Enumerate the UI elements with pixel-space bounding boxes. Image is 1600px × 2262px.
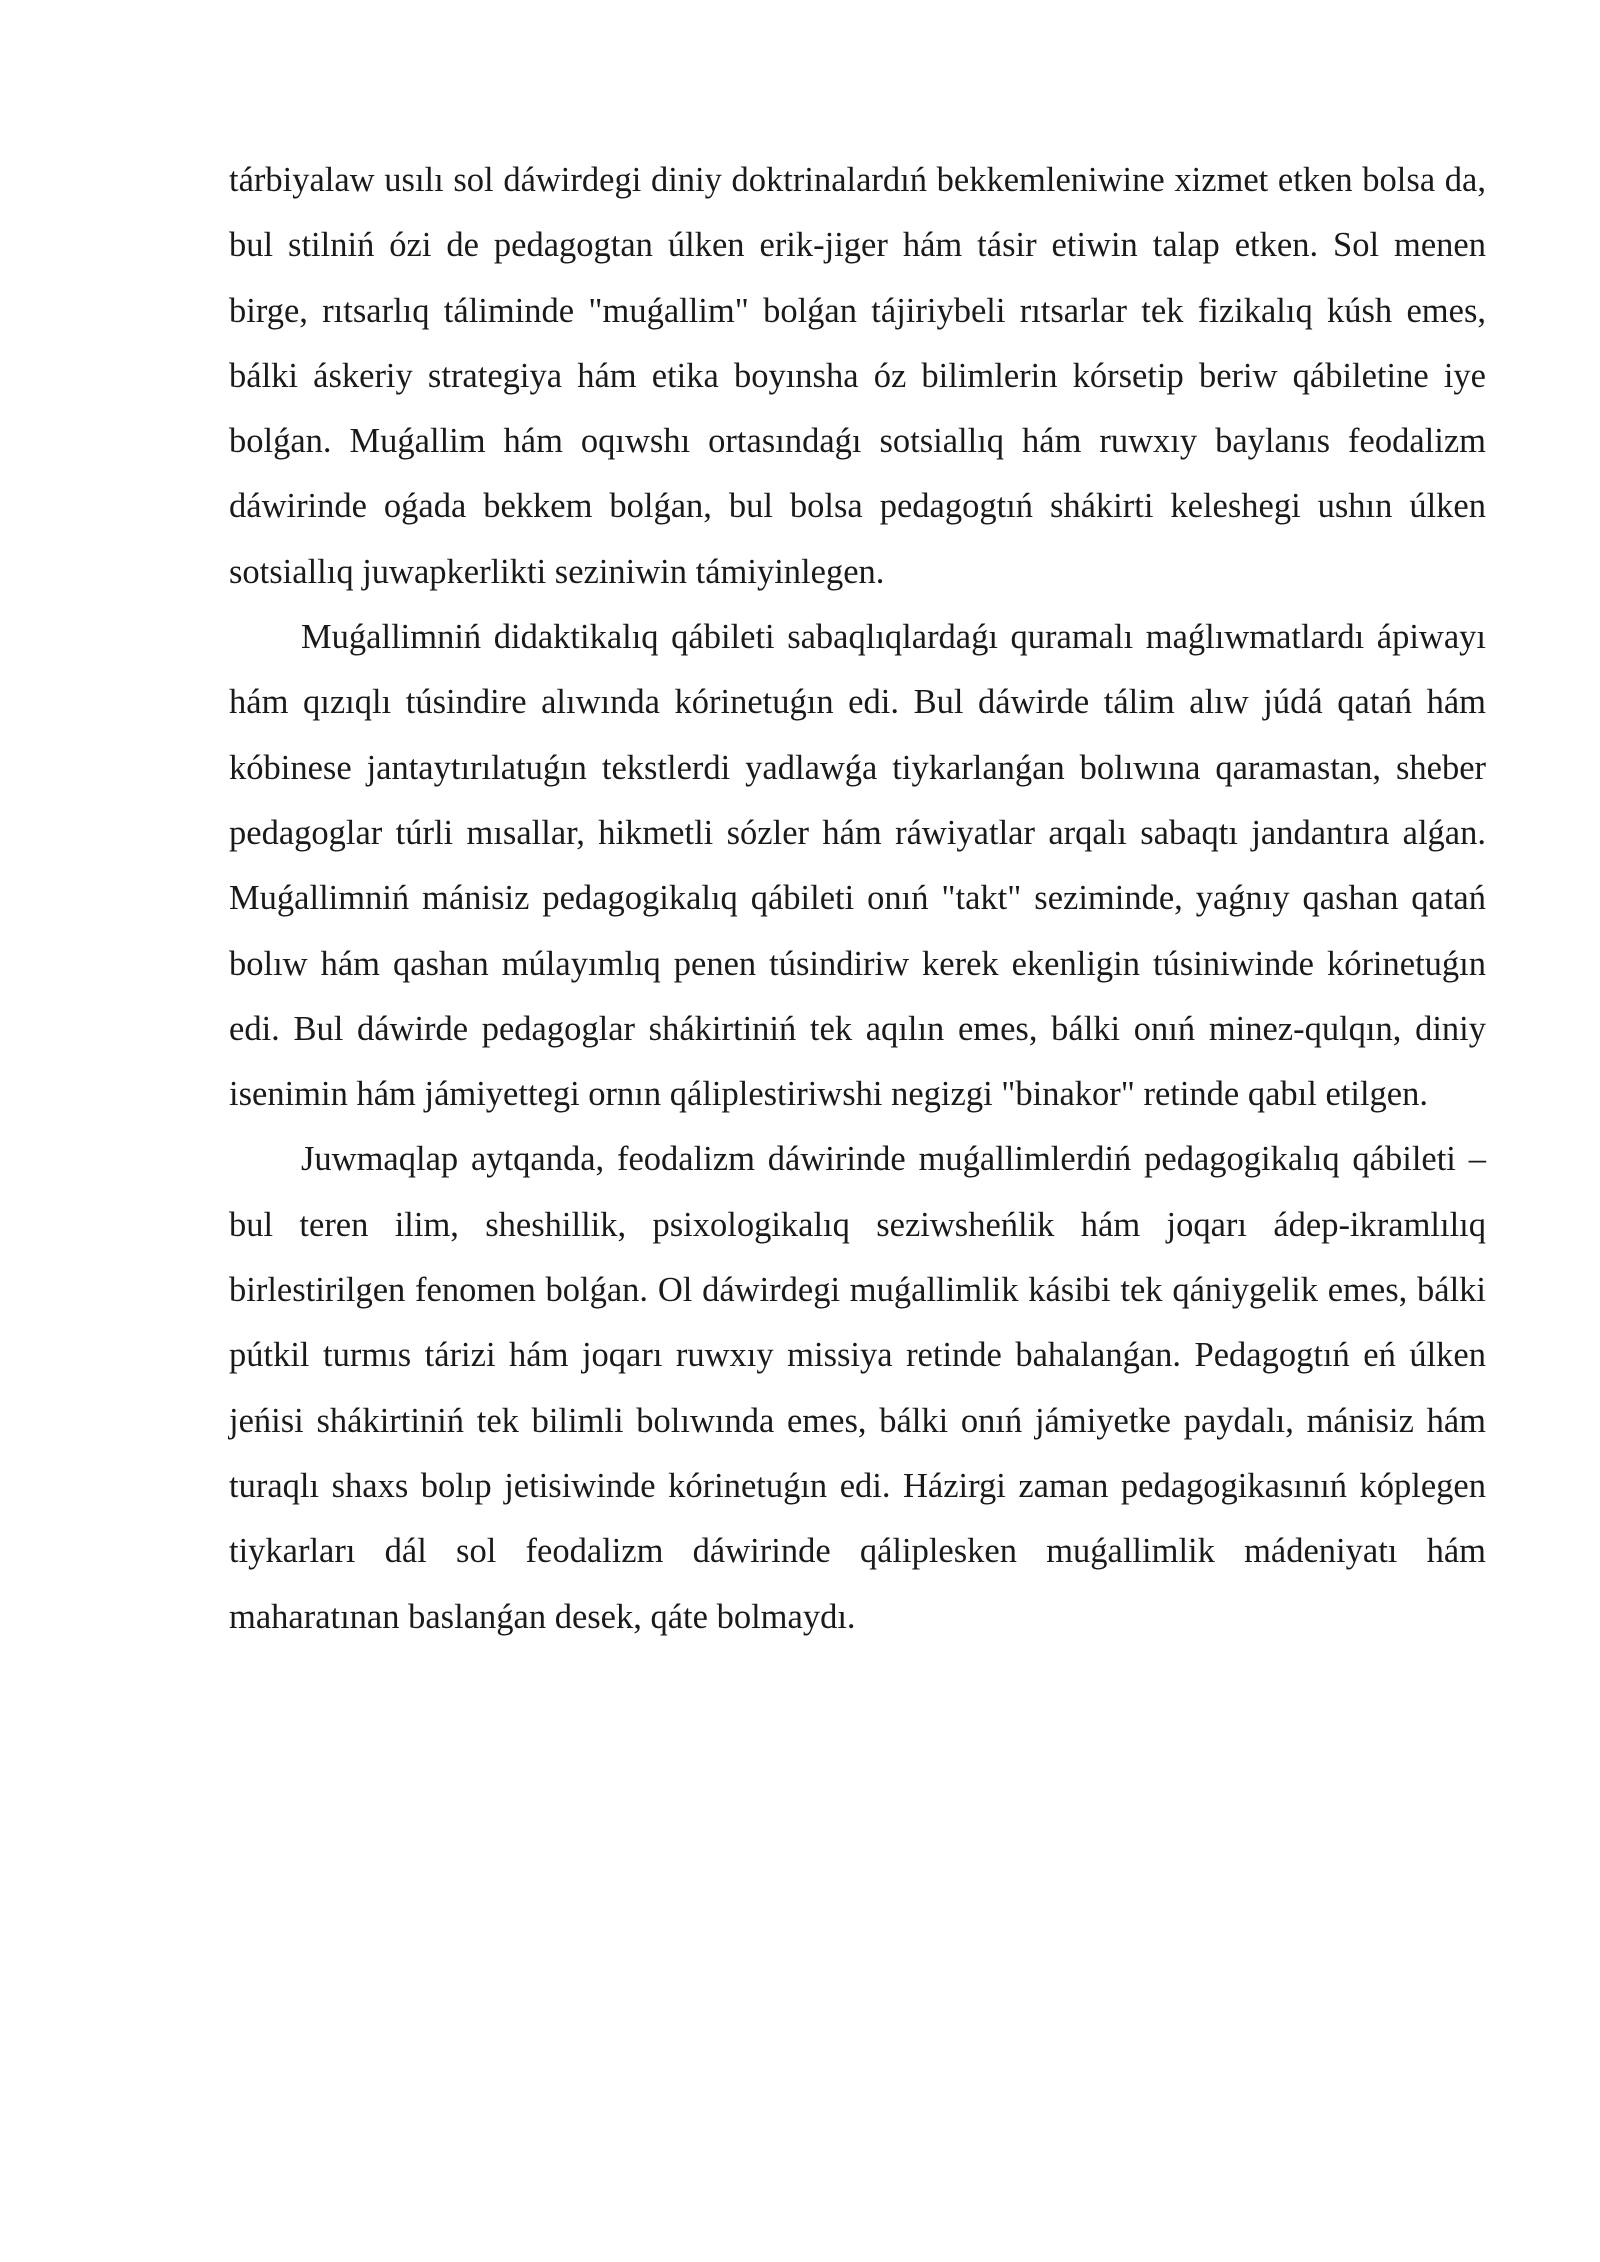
paragraph-3: Juwmaqlap aytqanda, feodalizm dáwirinde muǵallimlerdiń pedagogikalıq qábileti – bul teren ilim, sheshillik, psixologikalıq seziwsheńlik hám joqarı ádep-ikramlılıq birlestirilgen fenomen bolǵan. Ol dáwirdegi muǵallimlik kásibi tek qániygelik emes, bálki pútkil turmıs tárizi hám joqarı ruwxıy missiya retinde bahalanǵan. Pedagogtıń eń úlken jeńisi shákirtiniń tek bilimli bolıwında emes, bálki onıń jámiyetke paydalı, mánisiz hám turaqlı shaxs bolıp jetisiwinde kórinetuǵın edi. Házirgi zaman pedagogikasınıń kóplegen tiykarları dál sol feodalizm dáwirinde qáliplesken muǵallimlik mádeniyatı hám maharatınan baslanǵan desek, qáte bolmaydı.: [229, 1140, 1486, 1636]
paragraph-2: Muǵallimniń didaktikalıq qábileti sabaqlıqlardaǵı quramalı maǵlıwmatlardı ápiwayı hám qızıqlı túsindire alıwında kórinetuǵın edi. Bul dáwirde tálim alıw júdá qatań hám kóbinese jantaytırılatuǵın tekstlerdi yadlawǵa tiykarlanǵan bolıwına qaramastan, sheber pedagoglar túrli mısallar, hikmetli sózler hám ráwiyatlar arqalı sabaqtı jandantıra alǵan. Muǵallimniń mánisiz pedagogikalıq qábileti onıń "takt" seziminde, yaǵnıy qashan qatań bolıw hám qashan múlayımlıq penen túsindiriw kerek ekenligin túsiniwinde kórinetuǵın edi. Bul dáwirde pedagoglar shákirtiniń tek aqılın emes, bálki onıń minez-qulqın, diniy isenimin hám jámiyettegi ornın qáliplestiriwshi negizgi "binakor" retinde qabıl etilgen.: [229, 618, 1486, 1114]
document-body: [229, 148, 1486, 1650]
paragraph-1: tárbiyalaw usılı sol dáwirdegi diniy doktrinalardıń bekkemleniwine xizmet etken bolsa da, bul stilniń ózi de pedagogtan úlken erik-jiger hám tásir etiwin talap etken. Sol menen birge, rıtsarlıq táliminde "muǵallim" bolǵan tájiriybeli rıtsarlar tek fizikalıq kúsh emes, bálki áskeriy strategiya hám etika boyınsha óz bilimlerin kórsetip beriw qábiletine iye bolǵan. Muǵallim hám oqıwshı ortasındaǵı sotsiallıq hám ruwxıy baylanıs feodalizm dáwirinde oǵada bekkem bolǵan, bul bolsa pedagogtıń shákirti keleshegi ushın úlken sotsiallıq juwapkerlikti seziniwin támiyinlegen.: [229, 161, 1486, 591]
